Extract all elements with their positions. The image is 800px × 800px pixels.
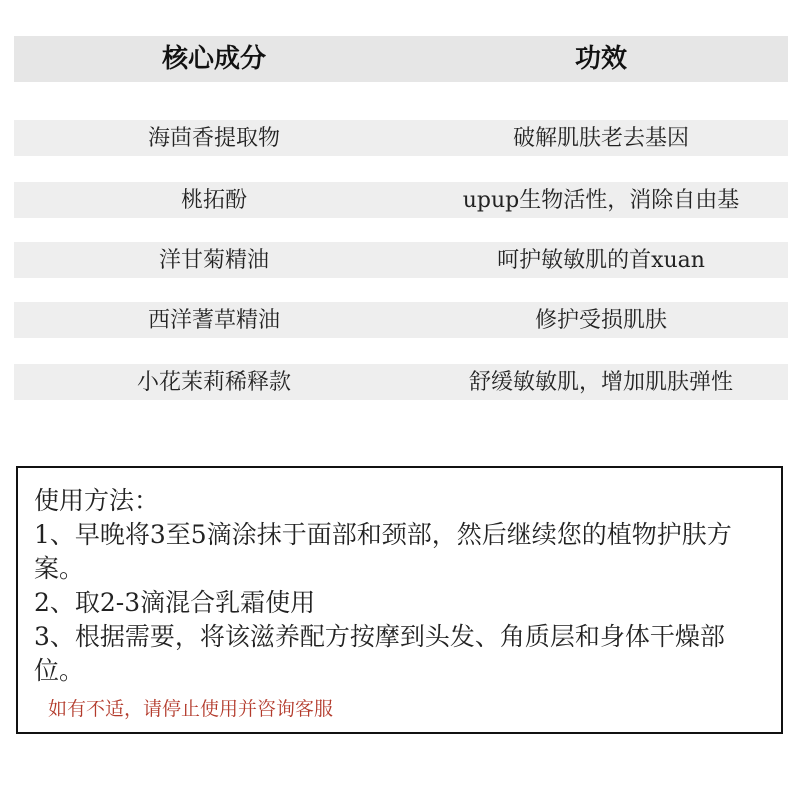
header-ingredient: 核心成分 — [161, 44, 266, 74]
table-row — [14, 364, 788, 400]
effect-cell: 呵护敏敏肌的首xuan — [497, 248, 705, 273]
usage-step-1: 1、早晚将3至5滴涂抹于面部和颈部，然后继续您的植物护肤方案。 — [34, 520, 732, 583]
table-row — [14, 242, 788, 278]
effect-cell: upup生物活性，消除自由基 — [462, 188, 740, 213]
usage-title: 使用方法： — [34, 486, 160, 515]
effect-cell: 修护受损肌肤 — [534, 308, 667, 333]
ingredient-cell: 西洋蓍草精油 — [147, 308, 280, 333]
effect-cell: 破解肌肤老去基因 — [512, 126, 689, 151]
table-header — [14, 36, 788, 82]
ingredient-cell: 小花茉莉稀释款 — [136, 370, 291, 395]
ingredient-cell: 洋甘菊精油 — [158, 248, 269, 273]
usage-instructions-box — [16, 466, 783, 734]
table-row — [14, 182, 788, 218]
table-row — [14, 120, 788, 156]
ingredient-cell: 海茴香提取物 — [147, 126, 280, 151]
usage-step-2: 2、取2-3滴混合乳霜使用 — [34, 588, 316, 617]
table-row — [14, 302, 788, 338]
ingredient-cell: 桃拓酚 — [180, 188, 247, 213]
usage-step-3: 3、根据需要，将该滋养配方按摩到头发、角质层和身体干燥部位。 — [34, 622, 725, 685]
warning-note: 如有不适，请停止使用并咨询客服 — [48, 698, 334, 720]
header-effect: 功效 — [574, 44, 627, 74]
effect-cell: 舒缓敏敏肌，增加肌肤弹性 — [468, 370, 733, 395]
